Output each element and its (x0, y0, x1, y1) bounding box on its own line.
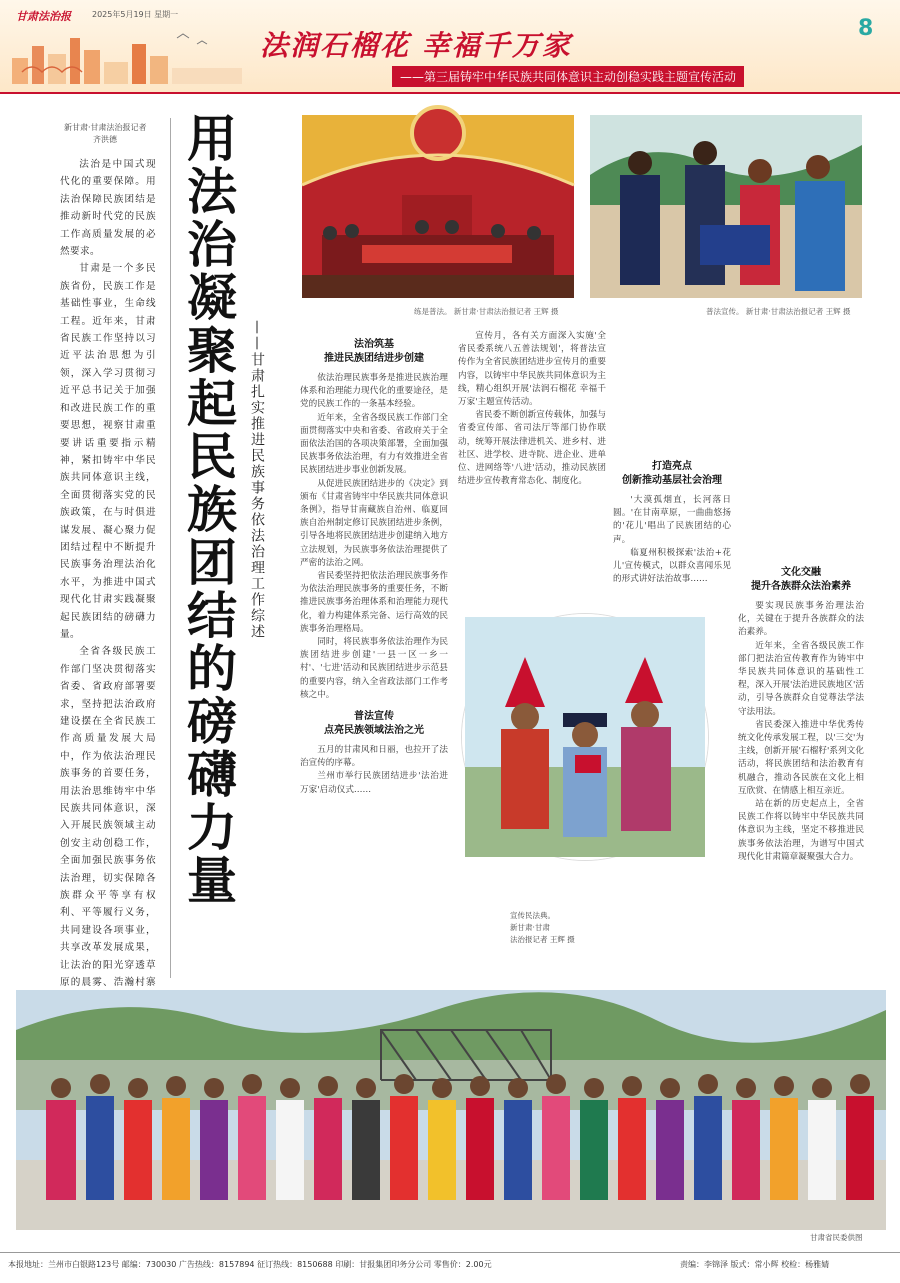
ethnic-groups-group-photo (16, 990, 886, 1230)
body-paragraph: 从促进民族团结进步的《决定》到颁布《甘肃省铸牢中华民族共同体意识条例》，指导甘南藏族自治州、临夏回族自治州制定修订民族团结进步条例，引导各地将民族团结进步创建纳入地方立法规划，为民族事务依法治理提供了严密的法治之网。 (300, 478, 448, 568)
dateline: 2025年5月19日 星期一 (92, 10, 179, 19)
section-heading-line: 提升各族群众法治素养 (751, 581, 851, 592)
photo-caption: 练是普法。 新甘肃·甘肃法治报记者 王辉 摄 (414, 307, 559, 316)
byline-outlet: 新甘肃·甘肃法治报记者 (64, 123, 147, 132)
body-paragraph: 同时，将民族事务依法治理作为民族团结进步创建'一县一区一乡一村'、'七进'活动和民族团结进步示范县的重要内容，纳入全省政法部门工作考核之中。 (300, 637, 448, 700)
section-heading-line: 推进民族团结进步创建 (324, 353, 424, 364)
section-heading-line: 普法宣传 (354, 711, 394, 723)
photo-caption (510, 910, 620, 946)
law-publicity-photo (590, 115, 862, 298)
caption-line: 新甘肃·甘肃 (510, 923, 550, 932)
body-paragraph: 省民委不断创新宣传载体，加强与省委宣传部、省司法厅等部门协作联动，统筹开展法律进机关、进乡村、进社区、进学校、进寺院、进企业、进单位、进网络等'八进'活动，推动民族团结进步宣传教育常态化、制度化。 (458, 410, 606, 487)
caption-line: 宣传民法典。 (510, 911, 555, 920)
footer-credits: 责编：李锦泽 版式：常小辉 校检：杨雅婧 (680, 1260, 830, 1269)
photo-caption: 普法宣传。 新甘肃·甘肃法治报记者 王辉 摄 (706, 307, 851, 316)
body-paragraph: 站在新的历史起点上，全省民族工作将以铸牢中华民族共同体意识为主线，坚定不移推进民族事务依法治理，为谱写中国式现代化甘肃篇章凝聚强大合力。 (738, 799, 864, 862)
slogan: 法润石榴花 幸福千万家 (260, 29, 572, 62)
lead-column (60, 156, 156, 989)
article-column-4 (738, 330, 864, 970)
headline: 用法治凝聚起民族团结的磅礴力量 (179, 112, 237, 907)
lead-paragraph: 甘肃是一个多民族省份，民族工作是基础性事业，生命线工程。近年来，甘肃省民族工作坚持以习近平法治思想为引领，深入学习贯彻习近平总书记关于加强和改进民族工作的重要思想，视察甘肃重要讲话重要指示精神，紧扣铸牢中华民族共同体意识主线，全面贯彻落实党的民族政策，在与时俱进谋发展、凝心聚力促团结过程中不断提升民族事务治理法治化水平，为推进中国式现代化甘肃实践凝聚起民族团结的磅礴力量。 (60, 263, 156, 640)
body-paragraph: 依法治理民族事务是推进民族治理体系和治理能力现代化的重要途径，是党的民族工作的一条基本经验。 (300, 373, 448, 410)
lead-paragraph: 法治是中国式现代化的重要保障。用法治保障民族团结是推动新时代党的民族工作高质量发展的必然要求。 (60, 159, 156, 258)
section-heading-line: 创新推动基层社会治理 (622, 475, 722, 486)
article-column-1 (300, 330, 448, 905)
body-paragraph: 兰州市举行民族团结进步'法治进万家'启动仪式…… (300, 771, 448, 795)
yurt-legal-outreach-photo (302, 115, 574, 298)
lead-paragraph: 全省各级民族工作部门坚决贯彻落实省委、省政府部署要求，坚持把法治政府建设摆在全省民族工作高质量发展大局中，作为依法治理民族事务的首要任务，用法治思维铸牢中华民族共同体意识，深入开展民族领域主动创安主动创稳工作，全面加强民族事务依法治理，切实保障各族群众平等享有权利、平等履行义务，共同建设各项事业，共享改革发展成果，让法治的阳光穿透草原的晨雾、浩瀚村寨 (60, 646, 156, 989)
section-heading-line: 法治筑基 (354, 339, 394, 350)
civil-code-promotion-photo (462, 614, 708, 860)
section-heading-line: 文化交融 (781, 567, 821, 578)
subheadline: ——甘肃扎实推进民族事务依法治理工作综述 (249, 320, 265, 640)
body-paragraph: 省民委坚持把依法治理民族事务作为依法治理民族事务的重要任务，不断推进民族事务治理体系和治理能力现代化，着力构建体系完备、运行高效的民族事务治理格局。 (300, 571, 448, 634)
section-heading (738, 566, 864, 594)
body-paragraph: 近年来，全省各级民族工作部门把法治宣传教育作为铸牢中华民族共同体意识的基础性工程，深入开展'法治进民族地区'活动，引导各族群众自觉尊法学法守法用法。 (738, 640, 864, 717)
section-heading-line: 点亮民族领域法治之光 (324, 725, 424, 737)
body-paragraph: 五月的甘肃风和日丽，也拉开了法治宣传的序幕。 (300, 745, 448, 769)
body-paragraph: 要实现民族事务治理法治化，关键在于提升各族群众的法治素养。 (738, 601, 864, 638)
masthead: 甘肃法治报 (16, 10, 71, 23)
city-skyline-illustration (12, 28, 242, 84)
body-paragraph: 近年来，全省各级民族工作部门全面贯彻落实中央和省委、省政府关于全面依法治国的各项决策部署，全面加强民族事务依法治理，有力有效推进全省民族团结进步事业创新发展。 (300, 412, 448, 476)
body-paragraph: 省民委深入推进中华优秀传统文化传承发展工程，以'三交'为主线，创新开展'石榴籽'系列文化活动，将民族团结和法治教育有机融合，推动各民族在文化上相互欣赏、在情感上相互亲近。 (738, 719, 864, 796)
theme-banner: ——第三届铸牢中华民族共同体意识主动创稳实践主题宣传活动 (392, 66, 744, 87)
body-paragraph: 临夏州积极探索'法治+花儿'宣传模式，以群众喜闻乐见的形式讲好法治故事…… (613, 547, 731, 585)
body-paragraph: 宣传月，各有关方面深入实施'全省民委系统八五普法规划'，将普法宣传作为全省民族团结进步宣传月的重要内容，以铸牢中华民族共同体意识为主线，精心组织开展'法润石榴花 幸福千万家'主题宣传活动。 (458, 331, 606, 408)
caption-line: 法治报记者 王辉 摄 (510, 935, 575, 944)
byline-author: 齐洪德 (93, 135, 117, 144)
body-paragraph: '大漠孤烟直，长河落日圆。'在甘南草原，一曲曲悠扬的'花儿'唱出了民族团结的心声。 (613, 495, 731, 545)
photo-credit: 甘肃省民委供图 (810, 1233, 863, 1242)
section-heading (613, 460, 731, 488)
column-divider (170, 118, 171, 978)
footer-info: 本报地址：兰州市白银路123号 邮编：730030 广告热线：8157894 征订热线：8150688 印刷：甘报集团印务分公司 零售价：2.00元 (8, 1260, 492, 1269)
page-number: 8 (858, 16, 874, 41)
article-column-3 (613, 330, 731, 590)
section-heading (300, 710, 448, 738)
section-heading (300, 338, 448, 366)
section-heading-line: 打造亮点 (652, 461, 692, 472)
article-column-2 (458, 330, 606, 630)
